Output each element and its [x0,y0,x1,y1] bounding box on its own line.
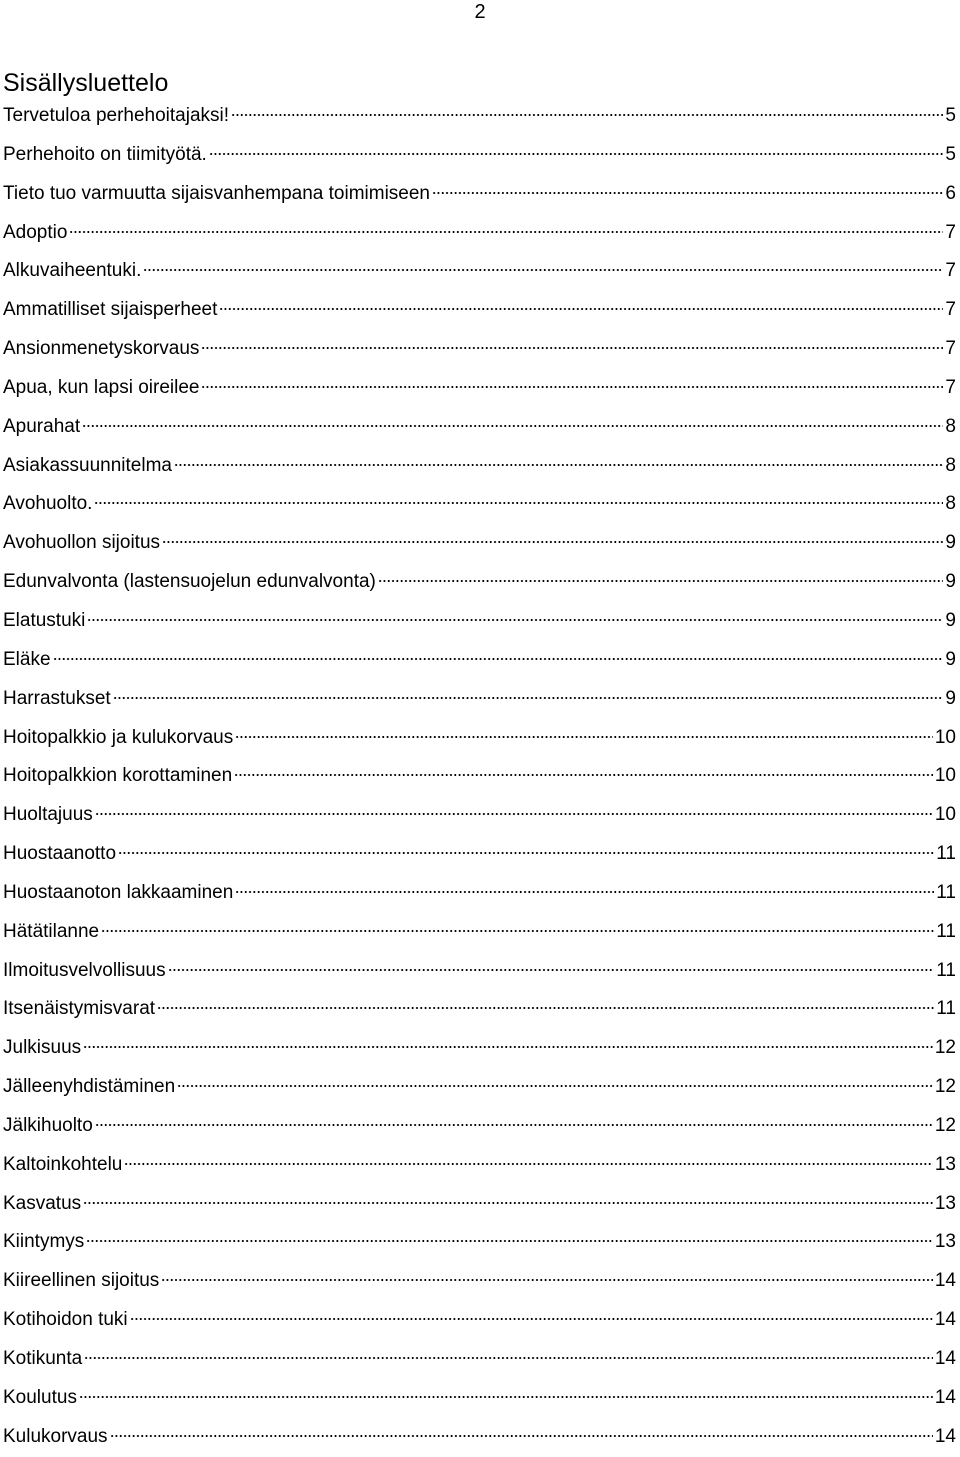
toc-entry-title: Apua, kun lapsi oireilee [3,376,200,398]
toc-entry[interactable] [3,1185,956,1224]
toc-entry-page-number: 9 [945,609,956,631]
dot-leader [235,736,933,738]
toc-entry[interactable] [3,97,956,136]
toc-entry-page-number: 9 [945,648,956,670]
toc-entry-title: Tieto tuo varmuutta sijaisvanhempana toimimiseen [3,182,430,204]
dot-leader [82,425,943,427]
dot-leader [162,541,943,543]
dot-leader [432,192,943,194]
toc-entry-title: Avohuollon sijoitus [3,532,161,554]
dot-leader [84,1357,933,1359]
toc-entry-page-number: 10 [934,804,956,826]
toc-entry[interactable] [3,408,956,447]
toc-entry-page-number: 9 [945,687,956,709]
toc-entry[interactable] [3,719,956,758]
toc-entry-title: Koulutus [3,1386,77,1408]
toc-entry-title: Huoltajuus [3,804,93,826]
toc-entry[interactable] [3,1146,956,1185]
toc-entry-title: Harrastukset [3,687,111,709]
toc-entry-page-number: 14 [934,1348,956,1369]
toc-entry-title: Edunvalvonta (lastensuojelun edunvalvonta) [3,571,376,593]
toc-entry-page-number: 9 [945,532,956,554]
toc-entry-page-number: 5 [945,105,956,126]
toc-entry[interactable] [3,1029,956,1068]
toc-entry-page-number: 10 [934,765,956,787]
dot-leader [157,1007,934,1009]
toc-entry-page-number: 7 [945,260,956,282]
toc-entry-title: Kotikunta [3,1348,83,1369]
dot-leader [118,852,934,854]
table-of-contents [3,97,956,1457]
toc-entry-title: Huostaanotto [3,843,117,865]
toc-entry-title: Avohuolto. [3,493,93,515]
toc-entry-page-number: 12 [934,1076,956,1098]
toc-entry[interactable] [3,641,956,680]
dot-leader [124,1163,932,1165]
dot-leader [235,891,934,893]
toc-entry[interactable] [3,252,956,291]
toc-entry-page-number: 11 [936,843,956,865]
toc-entry-title: Kaltoinkohtelu [3,1153,123,1175]
toc-entry[interactable] [3,524,956,563]
toc-entry-title: Ansionmenetyskorvaus [3,338,200,360]
toc-entry-page-number: 8 [945,493,956,515]
toc-entry-page-number: 7 [945,376,956,398]
toc-entry-page-number: 7 [945,221,956,243]
dot-leader [201,347,943,349]
toc-entry[interactable] [3,136,956,175]
toc-entry-page-number: 8 [945,415,956,437]
toc-entry[interactable] [3,1340,956,1379]
toc-entry[interactable] [3,602,956,641]
dot-leader [94,502,943,504]
dot-leader [130,1318,933,1320]
dot-leader [231,114,943,116]
toc-entry[interactable] [3,369,956,408]
toc-entry[interactable] [3,990,956,1029]
dot-leader [174,464,943,466]
toc-entry-title: Apurahat [3,415,81,437]
toc-entry-page-number: 7 [945,299,956,321]
toc-entry-title: Itsenäistymisvarat [3,998,156,1020]
dot-leader [378,580,944,582]
toc-entry[interactable] [3,1379,956,1418]
dot-leader [219,308,943,310]
toc-entry[interactable] [3,1301,956,1340]
toc-entry-title: Hoitopalkkio ja kulukorvaus [3,726,234,748]
toc-entry-page-number: 11 [936,959,956,981]
toc-heading: Sisällysluettelo [3,69,169,97]
dot-leader [161,1279,933,1281]
toc-entry-title: Jälkihuolto [3,1114,93,1136]
toc-entry-page-number: 13 [934,1192,956,1214]
toc-entry[interactable] [3,913,956,952]
toc-entry-title: Kulukorvaus [3,1425,108,1447]
toc-entry-title: Kiireellinen sijoitus [3,1270,160,1292]
dot-leader [87,619,943,621]
dot-leader [110,1435,933,1437]
toc-entry-title: Elatustuki [3,609,86,631]
toc-entry-page-number: 11 [936,881,956,903]
toc-entry[interactable] [3,485,956,524]
toc-entry-title: Kotihoidon tuki [3,1309,128,1331]
toc-entry-page-number: 6 [945,182,956,204]
page-number: 2 [474,1,486,23]
toc-entry-title: Huostaanoton lakkaaminen [3,881,234,903]
dot-leader [143,269,943,271]
toc-entry-title: Julkisuus [3,1037,82,1059]
dot-leader [168,969,935,971]
dot-leader [53,658,944,660]
toc-entry-page-number: 13 [934,1231,956,1253]
toc-entry[interactable] [3,563,956,602]
toc-entry-title: Alkuvaiheentuki. [3,260,142,282]
toc-entry[interactable] [3,757,956,796]
dot-leader [234,774,933,776]
toc-entry-title: Ammatilliset sijaisperheet [3,299,218,321]
toc-entry-page-number: 14 [934,1425,956,1447]
toc-entry-title: Tervetuloa perhehoitajaksi! [3,105,230,126]
toc-entry[interactable] [3,835,956,874]
toc-entry-page-number: 14 [934,1386,956,1408]
toc-entry-page-number: 14 [934,1309,956,1331]
toc-entry-page-number: 14 [934,1270,956,1292]
toc-entry[interactable] [3,1262,956,1301]
toc-entry-page-number: 5 [945,143,956,165]
toc-entry[interactable] [3,214,956,253]
dot-leader [113,697,944,699]
toc-entry-title: Adoptio [3,221,68,243]
toc-entry-title: Hätätilanne [3,920,100,942]
toc-entry[interactable] [3,1223,956,1262]
toc-entry[interactable] [3,796,956,835]
toc-entry-page-number: 7 [945,338,956,360]
toc-entry-title: Ilmoitusvelvollisuus [3,959,166,981]
dot-leader [95,813,933,815]
toc-entry[interactable] [3,291,956,330]
toc-entry-page-number: 12 [934,1114,956,1136]
toc-entry-title: Hoitopalkkion korottaminen [3,765,233,787]
toc-entry-title: Asiakassuunnitelma [3,454,172,476]
dot-leader [79,1396,933,1398]
toc-entry-page-number: 8 [945,454,956,476]
toc-entry-page-number: 11 [936,920,956,942]
toc-entry-title: Kiintymys [3,1231,85,1253]
toc-entry-title: Jälleenyhdistäminen [3,1076,176,1098]
dot-leader [83,1202,933,1204]
dot-leader [101,930,934,932]
toc-entry[interactable] [3,680,956,719]
toc-entry[interactable] [3,952,956,991]
toc-entry-page-number: 12 [934,1037,956,1059]
dot-leader [86,1240,933,1242]
toc-entry[interactable] [3,1418,956,1457]
dot-leader [69,231,943,233]
toc-entry[interactable] [3,447,956,486]
toc-entry[interactable] [3,175,956,214]
dot-leader [95,1124,933,1126]
dot-leader [83,1046,933,1048]
toc-entry-page-number: 11 [936,998,956,1020]
dot-leader [177,1085,933,1087]
toc-entry-title: Perhehoito on tiimityötä. [3,143,207,165]
toc-entry[interactable] [3,1107,956,1146]
toc-entry-page-number: 13 [934,1153,956,1175]
dot-leader [201,386,943,388]
toc-entry-page-number: 9 [945,571,956,593]
toc-entry-page-number: 10 [934,726,956,748]
toc-entry-title: Kasvatus [3,1192,82,1214]
toc-entry[interactable] [3,1068,956,1107]
toc-entry[interactable] [3,874,956,913]
toc-entry-title: Eläke [3,648,51,670]
dot-leader [209,153,944,155]
toc-entry[interactable] [3,330,956,369]
